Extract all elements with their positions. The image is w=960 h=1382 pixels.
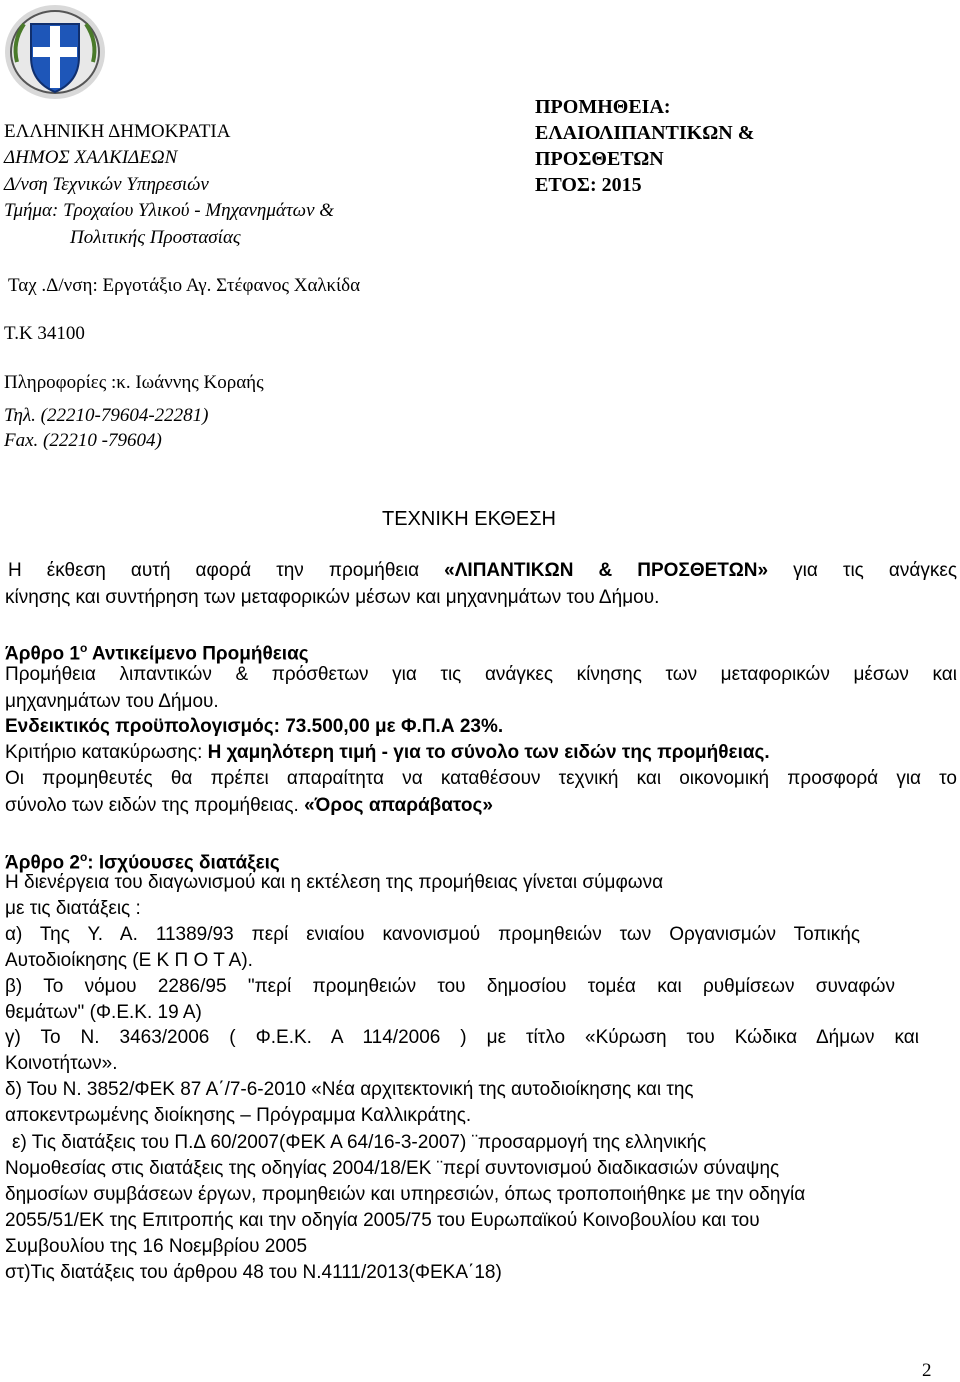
article-1-heading-sup: ο <box>79 641 88 655</box>
department-line-1: Τμήμα: Τροχαίου Υλικού - Μηχανημάτων & <box>4 200 335 221</box>
article-2-item-b-line-2: θεμάτων" (Φ.Ε.Κ. 19 Α) <box>5 1002 202 1023</box>
greek-coat-of-arms-emblem <box>2 2 108 102</box>
article-2-heading-pre: Άρθρο 2 <box>5 852 80 874</box>
article-2-item-c-line-1: γ) Το Ν. 3463/2006 ( Φ.Ε.Κ. Α 114/2006 ) με τίτλο «Κύρωση του Κώδικα Δήμων και <box>5 1027 919 1048</box>
article-2-item-e-line-5: Συμβουλίου της 16 Νοεμβρίου 2005 <box>5 1236 308 1257</box>
suppliers-mandatory-term: «Όρος απαράβατος» <box>304 795 493 816</box>
page-number: 2 <box>922 1360 932 1381</box>
intro-line-2: κίνησης και συντήρηση των μεταφορικών μέσων και μηχανημάτων του Δήμου. <box>5 587 660 608</box>
criterion-value: Η χαμηλότερη τιμή - για το σύνολο των ειδών της προμήθειας. <box>207 742 770 763</box>
phone-number: Τηλ. (22210-79604-22281) <box>4 405 209 426</box>
article-2-item-a-line-2: Αυτοδιοίκησης (Ε Κ Π Ο Τ Α). <box>5 950 253 971</box>
article-1-budget: Ενδεικτικός προϋπολογισμός: 73.500,00 με Φ.Π.Α 23%. <box>5 716 504 737</box>
intro-line-1 <box>5 560 957 582</box>
article-2-item-d-line-2: αποκεντρωμένης διοίκησης – Πρόγραμμα Καλλικράτης. <box>5 1105 472 1126</box>
article-2-item-f-line-1: στ)Τις διατάξεις του άρθρου 48 του Ν.4111/2013(ΦΕΚΑ΄18) <box>5 1262 502 1283</box>
procurement-label: ΠΡΟΜΗΘΕΙΑ: <box>535 96 671 118</box>
fax-number: Fax. (22210 -79604) <box>4 430 162 451</box>
article-2-line-2: με τις διατάξεις : <box>5 898 141 919</box>
article-2-item-a-line-1: α) Της Υ. Α. 11389/93 περί ενιαίου κανονισμού προμηθειών των Οργανισμών Τοπικής <box>5 924 860 945</box>
suppliers-text: σύνολο των ειδών της προμήθειας. <box>5 795 305 816</box>
article-2-item-c-line-2: Κοινοτήτων». <box>5 1053 118 1074</box>
postal-address: Ταχ .Δ/νση: Εργοτάξιο Αγ. Στέφανος Χαλκίδα <box>8 275 361 296</box>
article-1-line-2: μηχανημάτων του Δήμου. <box>5 691 219 712</box>
directorate-name: Δ/νση Τεχνικών Υπηρεσιών <box>4 174 209 195</box>
article-2-item-b-line-1: β) Το νόμου 2286/95 "περί προμηθειών του δημοσίου τομέα και ρυθμίσεων συναφών <box>5 976 895 997</box>
intro-subject-bold: «ΛΙΠΑΝΤΙΚΩΝ & ΠΡΟΣΘΕΤΩΝ» <box>444 560 769 581</box>
intro-text-pre: Η έκθεση αυτή αφορά την προμήθεια <box>8 560 420 581</box>
article-2-item-e-line-4: 2055/51/ΕΚ της Επιτροπής και την οδηγία 2005/75 του Ευρωπαϊκού Κοινοβουλίου και του <box>5 1210 760 1231</box>
article-2-item-e-line-3: δημοσίων συμβάσεων έργων, προμηθειών και υπηρεσιών, όπως τροποποιήθηκε με την οδηγία <box>5 1184 806 1205</box>
postal-code: Τ.Κ 34100 <box>4 323 85 344</box>
document-title: ΤΕΧΝΙΚΗ ΕΚΘΕΣΗ <box>382 508 557 530</box>
intro-text-post: για τις ανάγκες <box>793 560 958 581</box>
department-line-2: Πολιτικής Προστασίας <box>70 227 241 248</box>
article-2-item-e-line-1: ε) Τις διατάξεις του Π.Δ 60/2007(ΦΕΚ Α 64/16-3-2007) ¨προσαρμογή της ελληνικής <box>12 1132 707 1153</box>
procurement-year: ΕΤΟΣ: 2015 <box>535 174 642 196</box>
article-2-item-e-line-2: Νομοθεσίας στις διατάξεις της οδηγίας 2004/18/ΕΚ ¨περί συντονισμού διαδικασιών σύναψης <box>5 1158 780 1179</box>
criterion-label: Κριτήριο κατακύρωσης: <box>5 742 208 763</box>
info-contact: Πληροφορίες :κ. Ιωάννης Κοραής <box>4 372 264 393</box>
republic-name: ΕΛΛΗΝΙΚΗ ΔΗΜΟΚΡΑΤΙΑ <box>4 121 231 142</box>
article-1-suppliers-line-2 <box>5 795 493 817</box>
article-1-heading <box>5 637 309 665</box>
article-1-line-1: Προμήθεια λιπαντικών & πρόσθετων για τις ανάγκες κίνησης των μεταφορικών μέσων και <box>5 664 957 685</box>
article-1-criterion <box>5 742 770 764</box>
article-1-suppliers-line-1: Οι προμηθευτές θα πρέπει απαραίτητα να καταθέσουν τεχνική και οικονομική προσφορά για το <box>5 768 957 789</box>
article-2-heading-post: : Ισχύουσες διατάξεις <box>87 852 280 874</box>
article-1-heading-pre: Άρθρο 1 <box>5 643 80 665</box>
article-2-heading <box>5 846 280 874</box>
article-1-heading-post: Αντικείμενο Προμήθειας <box>87 643 309 665</box>
article-2-line-1: Η διενέργεια του διαγωνισμού και η εκτέλεση της προμήθειας γίνεται σύμφωνα <box>5 872 664 893</box>
municipality-name: ΔΗΜΟΣ ΧΑΛΚΙΔΕΩΝ <box>4 147 178 168</box>
article-2-heading-sup: ο <box>79 850 88 864</box>
procurement-subject-line-1: ΕΛΑΙΟΛΙΠΑΝΤΙΚΩΝ & <box>535 122 755 144</box>
procurement-subject-line-2: ΠΡΟΣΘΕΤΩΝ <box>535 148 664 170</box>
article-2-item-d-line-1: δ) Του Ν. 3852/ΦΕΚ 87 Α΄/7-6-2010 «Νέα αρχιτεκτονική της αυτοδιοίκησης και της <box>5 1079 694 1100</box>
